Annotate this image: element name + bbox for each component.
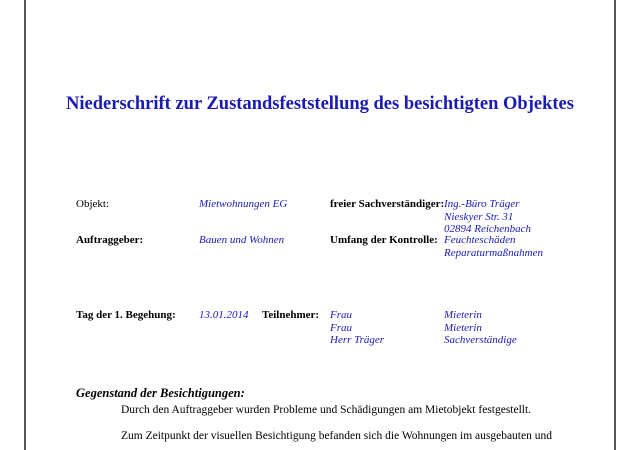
- expert-street: Nieskyer Str. 31: [444, 210, 514, 223]
- expert-name: Ing.-Büro Träger: [444, 198, 520, 210]
- page-border-left: [24, 0, 26, 450]
- section-heading: Gegenstand der Besichtigungen:: [76, 386, 245, 400]
- paragraph-2: Zum Zeitpunkt der visuellen Besichtigung befanden sich die Wohnungen im ausgebauten und: [121, 430, 552, 442]
- participant-1: Frau: [330, 309, 352, 321]
- inspection-date-value: 13.01.2014: [199, 309, 249, 321]
- paragraph-1: Durch den Auftraggeber wurden Probleme und Schädigungen am Mietobjekt festgestellt.: [121, 404, 532, 416]
- expert-value: [444, 198, 531, 236]
- participant-3: Herr Träger: [330, 334, 385, 346]
- participants-list: [330, 309, 384, 347]
- scope-item-2: Reparaturmaßnahmen: [444, 246, 543, 259]
- object-value: Mietwohnungen EG: [199, 198, 288, 210]
- roles-list: [444, 309, 517, 347]
- participants-label: Teilnehmer:: [262, 309, 320, 321]
- document-title: Niederschrift zur Zustandsfeststellung des besichtigten Objektes: [66, 94, 574, 114]
- inspection-date-label: Tag der 1. Begehung:: [76, 309, 176, 321]
- role-3: Sachverständige: [444, 334, 517, 346]
- scope-value: [444, 234, 543, 259]
- scope-label: Umfang der Kontrolle:: [330, 234, 438, 246]
- page-border-right: [614, 0, 616, 450]
- role-1: Mieterin: [444, 309, 482, 321]
- expert-city: 02894 Reichenbach: [444, 223, 532, 235]
- participant-2: Frau: [330, 321, 352, 334]
- expert-label: freier Sachverständiger:: [330, 198, 445, 210]
- role-2: Mieterin: [444, 321, 482, 334]
- client-value: Bauen und Wohnen: [199, 234, 285, 246]
- object-label: Objekt:: [76, 198, 109, 210]
- client-label: Auftraggeber:: [76, 234, 144, 246]
- scope-item-1: Feuchteschäden: [444, 234, 516, 246]
